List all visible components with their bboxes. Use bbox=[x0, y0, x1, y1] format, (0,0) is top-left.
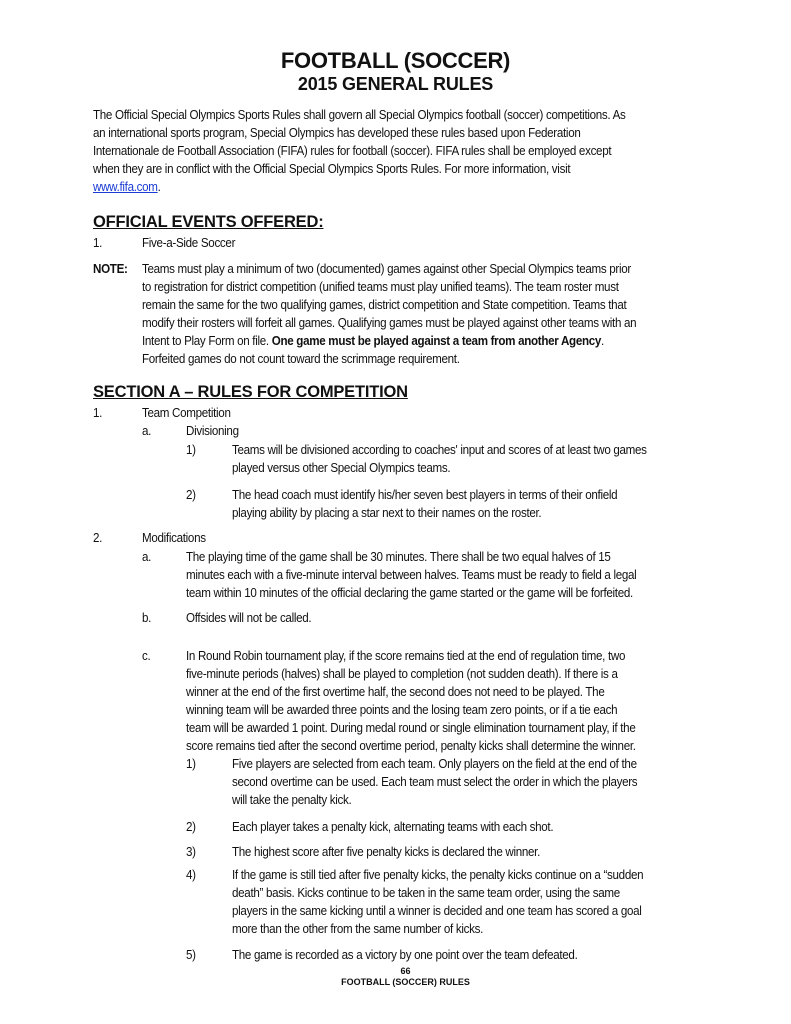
divisioning-item-2-line-2: playing ability by placing a star next to their names on the roster. bbox=[232, 505, 542, 520]
event-number: 1. bbox=[93, 235, 103, 250]
divisioning-item-1-line-1: Teams will be divisioned according to coaches' input and scores of at least two games bbox=[232, 442, 647, 457]
mod-b-line-1: Offsides will not be called. bbox=[186, 610, 312, 625]
divisioning-item-2-number: 2) bbox=[186, 487, 196, 502]
penalty-item-3-number: 3) bbox=[186, 844, 196, 859]
divisioning-item-1-number: 1) bbox=[186, 442, 196, 457]
intro-line-4: when they are in conflict with the Official Special Olympics Sports Rules. For more information, visit bbox=[93, 161, 571, 176]
note-line-4: modify their rosters will forfeit all games. Qualifying games must be played against other teams with an bbox=[142, 315, 637, 330]
intro-line-5: www.fifa.com. bbox=[93, 179, 161, 194]
penalty-item-5-line-1: The game is recorded as a victory by one point over the team defeated. bbox=[232, 947, 578, 962]
penalty-item-4-line-4: more than the other from the same number of kicks. bbox=[232, 921, 483, 936]
list-number-2: 2. bbox=[93, 530, 103, 545]
penalty-item-1-line-1: Five players are selected from each team. Only players on the field at the end of the bbox=[232, 756, 637, 771]
page-number: 66 bbox=[400, 966, 411, 976]
penalty-item-4-number: 4) bbox=[186, 867, 196, 882]
event-item: Five-a-Side Soccer bbox=[142, 235, 236, 250]
mod-a-line-2: minutes each with a five-minute interval between halves. Teams must be ready to field a legal bbox=[186, 567, 637, 582]
divisioning-item-1-line-2: played versus other Special Olympics teams. bbox=[232, 460, 451, 475]
intro-line-1: The Official Special Olympics Sports Rules shall govern all Special Olympics football (soccer) competitions. As bbox=[93, 107, 626, 122]
intro-line-3: Internationale de Football Association (FIFA) rules for football (soccer). FIFA rules shall be employed except bbox=[93, 143, 612, 158]
mod-c-line-2: five-minute periods (halves) shall be played to completion (not sudden death). If there is a bbox=[186, 666, 618, 681]
mod-b-letter: b. bbox=[142, 610, 152, 625]
note-line-2: to registration for district competition (unified teams must play unified teams). The team roster must bbox=[142, 279, 619, 294]
penalty-item-1-line-3: will take the penalty kick. bbox=[232, 792, 352, 807]
divisioning-item-2-line-1: The head coach must identify his/her seven best players in terms of their onfield bbox=[232, 487, 618, 502]
fifa-link[interactable]: www.fifa.com bbox=[93, 179, 158, 194]
list-number-1: 1. bbox=[93, 405, 103, 420]
events-heading: OFFICIAL EVENTS OFFERED: bbox=[93, 213, 324, 231]
section-a-heading: SECTION A – RULES FOR COMPETITION bbox=[93, 383, 408, 401]
mod-a-line-3: team within 10 minutes of the official declaring the game started or the game will be forfeited. bbox=[186, 585, 633, 600]
mod-c-line-1: In Round Robin tournament play, if the score remains tied at the end of regulation time, two bbox=[186, 648, 626, 663]
document-title: FOOTBALL (SOCCER) bbox=[280, 48, 511, 73]
mod-c-line-4: winning team will be awarded three points and the losing team zero points, or if a tie each bbox=[186, 702, 618, 717]
penalty-item-2-number: 2) bbox=[186, 819, 196, 834]
penalty-item-4-line-3: players in the same kicking until a winner is decided and one team has scored a goal bbox=[232, 903, 642, 918]
mod-a-letter: a. bbox=[142, 549, 152, 564]
penalty-item-3-line-1: The highest score after five penalty kicks is declared the winner. bbox=[232, 844, 541, 859]
note-label: NOTE: bbox=[93, 261, 128, 276]
note-line-3: remain the same for the two qualifying games, district competition and State competition. Teams that bbox=[142, 297, 627, 312]
document-subtitle: 2015 GENERAL RULES bbox=[297, 74, 494, 94]
divisioning-label: Divisioning bbox=[186, 423, 239, 438]
penalty-item-5-number: 5) bbox=[186, 947, 196, 962]
modifications-label: Modifications bbox=[142, 530, 206, 545]
list-letter-a: a. bbox=[142, 423, 152, 438]
mod-c-line-6: score remains tied after the second overtime period, penalty kicks shall determine the winner. bbox=[186, 738, 636, 753]
intro-line-2: an international sports program, Special Olympics has developed these rules based upon Federation bbox=[93, 125, 581, 140]
mod-c-line-3: winner at the end of the first overtime half, the second does not need to be played. The bbox=[186, 684, 605, 699]
penalty-item-4-line-1: If the game is still tied after five penalty kicks, the penalty kicks continue on a “sudden bbox=[232, 867, 644, 882]
running-footer: FOOTBALL (SOCCER) RULES bbox=[341, 977, 470, 987]
penalty-item-4-line-2: death” basis. Kicks continue to be taken in the same team order, using the same bbox=[232, 885, 620, 900]
penalty-item-1-line-2: second overtime can be used. Each team must select the order in which the players bbox=[232, 774, 638, 789]
note-line-5: Intent to Play Form on file. One game must be played against a team from another Agency. bbox=[142, 333, 604, 348]
note-line-6: Forfeited games do not count toward the scrimmage requirement. bbox=[142, 351, 460, 366]
team-competition-label: Team Competition bbox=[142, 405, 231, 420]
mod-a-line-1: The playing time of the game shall be 30 minutes. There shall be two equal halves of 15 bbox=[186, 549, 611, 564]
penalty-item-1-number: 1) bbox=[186, 756, 196, 771]
mod-c-line-5: team will be awarded 1 point. During medal round or single elimination tournament play, if the bbox=[186, 720, 636, 735]
note-line-1: Teams must play a minimum of two (documented) games against other Special Olympics teams prior bbox=[142, 261, 631, 276]
mod-c-letter: c. bbox=[142, 648, 151, 663]
penalty-item-2-line-1: Each player takes a penalty kick, alternating teams with each shot. bbox=[232, 819, 554, 834]
